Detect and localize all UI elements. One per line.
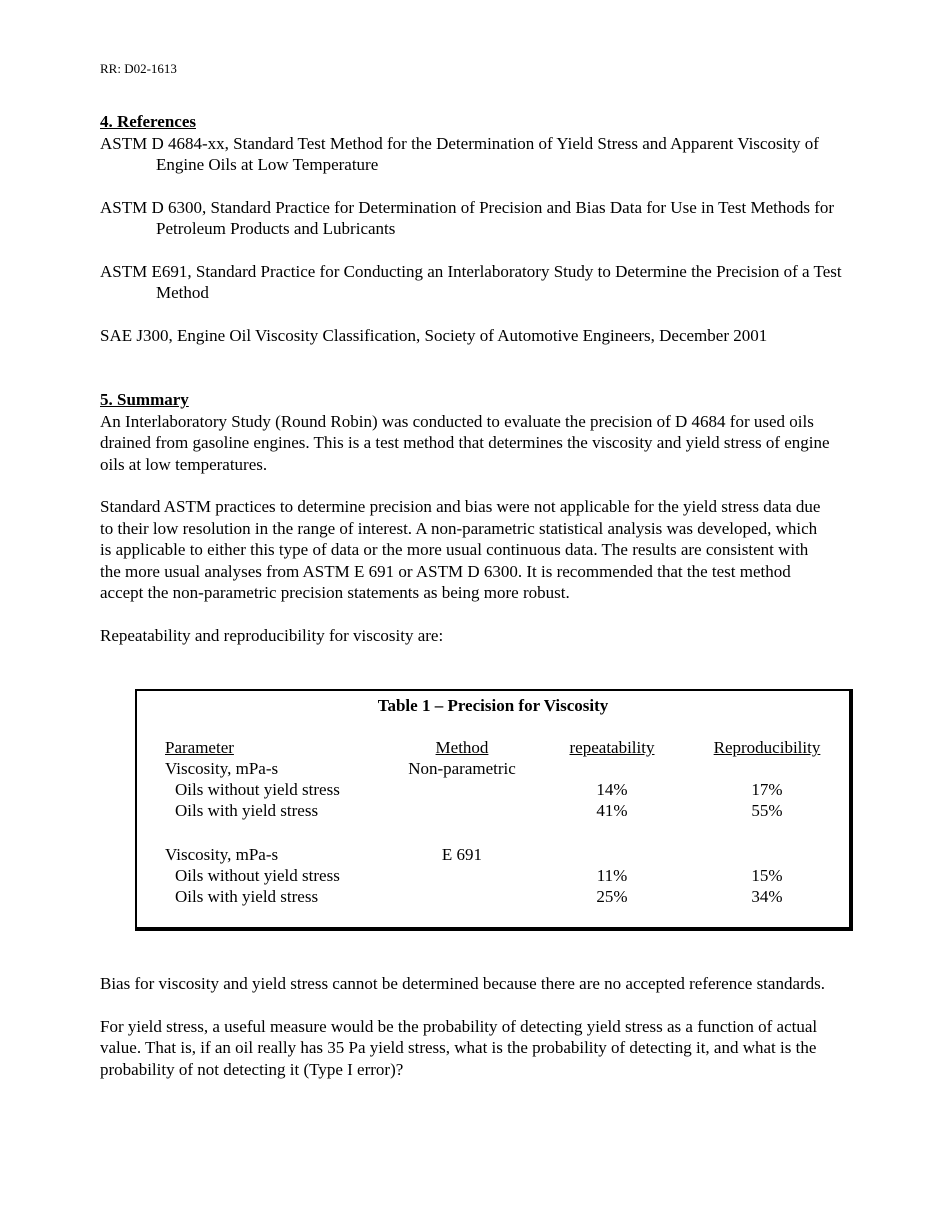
reference-item: ASTM E691, Standard Practice for Conducting an Interlaboratory Study to Determine the Precision of a Test Method: [100, 261, 842, 302]
references-heading: 4. References: [100, 112, 196, 131]
table-row: [137, 800, 849, 822]
references-section: [100, 111, 860, 346]
cell-method: Non-parametric: [408, 759, 516, 778]
cell-parameter: Viscosity, mPa-s: [165, 845, 279, 864]
page-header: RR: D02-1613: [100, 61, 177, 76]
cell-parameter: Oils with yield stress: [175, 801, 319, 820]
cell-repeatability: 14%: [596, 780, 628, 799]
column-header: Reproducibility: [713, 738, 821, 757]
cell-parameter: Viscosity, mPa-s: [165, 759, 279, 778]
cell-parameter: Oils without yield stress: [175, 866, 340, 885]
bias-section: [100, 973, 840, 1080]
cell-reproducibility: 55%: [751, 801, 783, 820]
cell-parameter: Oils without yield stress: [175, 780, 340, 799]
table-row: [137, 865, 849, 887]
table-row: [137, 886, 849, 908]
summary-paragraph: For yield stress, a useful measure would be the probability of detecting yield stress as a function of actual value. That is, if an oil really has 35 Pa yield stress, what is the probability of detecting it, and what is the probability of not detecting it (Type I error)?: [100, 1016, 818, 1079]
table-row: [137, 844, 849, 866]
cell-reproducibility: 34%: [751, 887, 783, 906]
cell-repeatability: 25%: [596, 887, 628, 906]
cell-parameter: Oils with yield stress: [175, 887, 319, 906]
cell-method: E 691: [441, 845, 483, 864]
summary-paragraph: Standard ASTM practices to determine precision and bias were not applicable for the yield stress data due to their low resolution in the range of interest. A non-parametric statistical analysis was developed, which is applicable to either this type of data or the more usual continuous data. The results are consistent with the more usual analyses from ASTM E 691 or ASTM D 6300. It is recommended that the test method accept the non-parametric precision statements as being more robust.: [100, 497, 821, 602]
column-header: Method: [435, 738, 489, 757]
cell-repeatability: 41%: [596, 801, 628, 820]
table-title: Table 1 – Precision for Viscosity: [377, 696, 609, 715]
summary-paragraph: An Interlaboratory Study (Round Robin) was conducted to evaluate the precision of D 4684 for used oils drained from gasoline engines. This is a test method that determines the viscosity and yield stress of engine oils at low temperatures.: [100, 411, 830, 474]
cell-reproducibility: 17%: [751, 780, 783, 799]
reference-item: SAE J300, Engine Oil Viscosity Classification, Society of Automotive Engineers, December 2001: [100, 325, 768, 345]
summary-section: [100, 389, 830, 646]
summary-paragraph: Repeatability and reproducibility for viscosity are:: [100, 625, 444, 645]
summary-paragraph: Bias for viscosity and yield stress cannot be determined because there are no accepted reference standards.: [100, 974, 826, 993]
summary-heading: 5. Summary: [100, 390, 189, 409]
table-row: [137, 758, 849, 780]
reference-item: ASTM D 4684-xx, Standard Test Method for the Determination of Yield Stress and Apparent Viscosity of Engine Oils at Low Temperature: [100, 133, 819, 174]
column-header: repeatability: [569, 738, 655, 757]
precision-table: [135, 689, 853, 931]
cell-repeatability: 11%: [596, 866, 628, 885]
cell-reproducibility: 15%: [751, 866, 783, 885]
column-header: Parameter: [165, 738, 234, 757]
table-header-row: [137, 737, 849, 759]
table-row: [137, 779, 849, 801]
reference-item: ASTM D 6300, Standard Practice for Determination of Precision and Bias Data for Use in Test Methods for Petroleum Products and Lubricants: [100, 197, 835, 238]
